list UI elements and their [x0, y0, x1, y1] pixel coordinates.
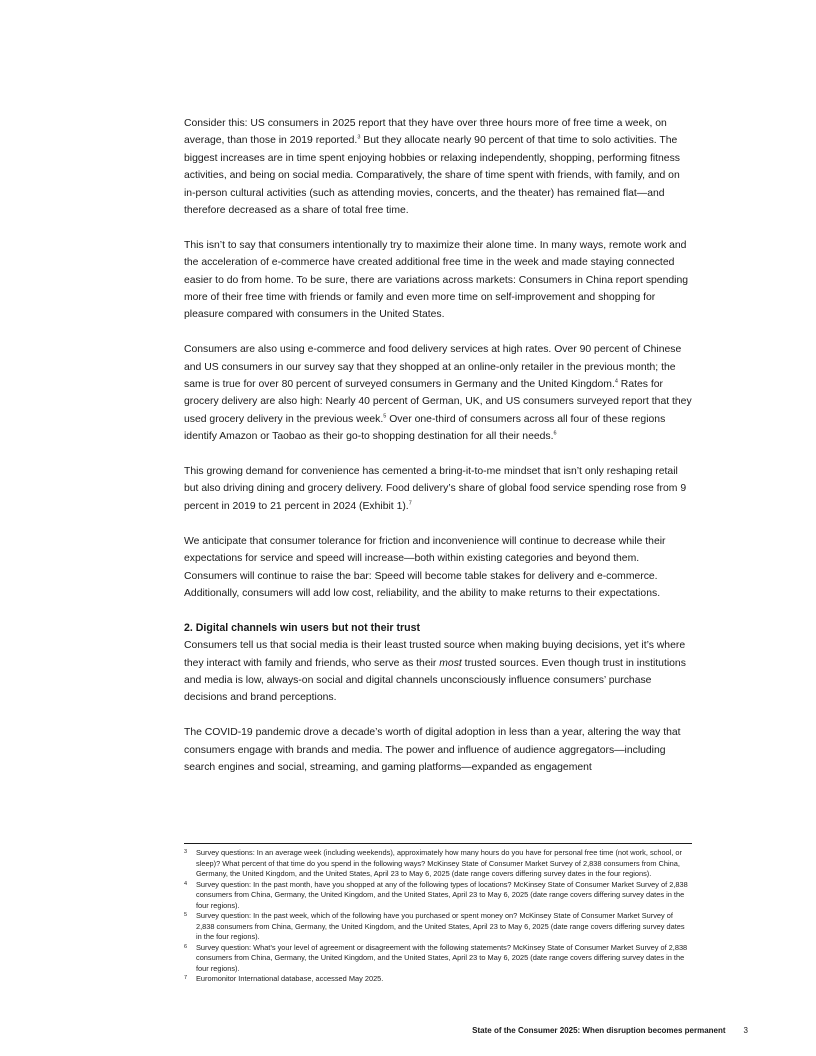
footnote-ref[interactable]: 3	[357, 134, 361, 141]
footnote-text: Survey question: In the past month, have you shopped at any of the following types of locations? McKinsey State of Consumer Market Survey of 2,838 consumers from China, Germany, the United Kingdom, and the United States, April 23 to May 6, 2025 (date range covers differing survey dates in the four regions).	[196, 879, 688, 910]
footnote-number: 4	[184, 880, 188, 887]
footnote-text: Survey questions: In an average week (including weekends), approximately how many hours do you have for personal free time (not work, school, or sleep)? What percent of that time do you spend in the following ways? McKinsey State of Consumer Market Survey of 2,838 consumers from China, Germany, the United Kingdom, and the United States, April 23 to May 6, 2025 (date range covers differing survey dates in the four regions).	[196, 848, 682, 878]
paragraph-text: Consumers are also using e-commerce and food delivery services at high rates. Over 90 percent of Chinese and US consumers in our survey say that they shopped at an online-only retailer in the previous month; the same is true for over 80 percent of surveyed consumers in Germany and the United Kingdom.	[184, 344, 682, 391]
paragraph-7: The COVID-19 pandemic drove a decade’s worth of digital adoption in less than a year, altering the way that consumers engage with brands and media. The power and influence of audience aggregators—including search engines and social, streaming, and gaming platforms—expanded as engagement	[184, 727, 681, 773]
paragraph-6	[184, 637, 692, 707]
footnote-number: 7	[184, 975, 188, 981]
paragraph-text: But they allocate nearly 90 percent of that time to solo activities. The biggest increases are in time spent enjoying hobbies or relaxing independently, shopping, performing fitness activities, and being on social media. Comparatively, the share of time spent with friends, with family, and on in-person cultural activities (such as attending movies, concerts, and the theater) has remained flat—and therefore decreased as a share of total free time.	[184, 135, 680, 217]
paragraph-text: Consider this: US consumers in 2025 report that they have over three hours more of free time a week, on average, than those in 2019 reported.	[184, 118, 667, 147]
paragraph-text: trusted sources. Even though trust in institutions and media is low, always-on social and digital channels unconsciously influence consumers’ purchase decisions and brand perceptions.	[184, 657, 686, 704]
footnote-ref[interactable]: 4	[614, 378, 618, 385]
footnote-number: 5	[184, 912, 188, 918]
paragraph-5: We anticipate that consumer tolerance for friction and inconvenience will continue to decrease while their expectations for service and speed will increase—both within existing categories and beyond them. Consumers will continue to raise the bar: Speed will become table stakes for delivery and e-commerce. Additionally, consumers will add low cost, reliability, and the ability to make returns to their expectations.	[184, 535, 666, 599]
paragraph-3	[184, 341, 692, 445]
footnote-7	[184, 974, 692, 985]
footnote-text: Euromonitor International database, accessed May 2025.	[196, 974, 384, 983]
footnote-ref[interactable]: 5	[383, 413, 387, 420]
article-body	[184, 115, 692, 776]
footnote-text: Survey question: In the past week, which of the following have you purchased or spent money on? McKinsey State of Consumer Market Survey of 2,838 consumers from China, Germany, the United Kingdom, and the United States, April 23 to May 6, 2025 (date range covers differing survey dates in the four regions).	[196, 911, 685, 941]
paragraph-2: This isn’t to say that consumers intentionally try to maximize their alone time. In many ways, remote work and the acceleration of e-commerce have created additional free time in the week and made staying connected easier to do from home. To be sure, there are variations across markets: Consumers in China report spending more of their free time with friends or family and even more time on self-improvement and shopping for pleasure compared with consumers in the United States.	[184, 239, 688, 321]
paragraph-1	[184, 115, 692, 219]
paragraph-text: Over one-third of consumers across all four of these regions identify Amazon or Taobao as their go-to shopping destination for all their needs.	[184, 413, 666, 443]
paragraph-4	[184, 463, 692, 515]
footnotes	[184, 843, 692, 985]
footnote-number: 3	[184, 849, 188, 855]
paragraph-text: Rates for grocery delivery are also high: Nearly 40 percent of German, UK, and US consumers surveyed report that they used grocery delivery in the previous week.	[184, 379, 692, 425]
page-number: 3	[743, 1026, 748, 1035]
page-footer	[472, 1026, 748, 1035]
footnote-text: Survey question: What’s your level of agreement or disagreement with the following statements? McKinsey State of Consumer Market Survey of 2,838 consumers from China, Germany, the United Kingdom, and the United States, April 23 to May 6, 2025 (date range covers differing survey dates in the four regions).	[196, 942, 688, 973]
footnote-6	[184, 943, 692, 975]
paragraph-text: This growing demand for convenience has cemented a bring-it-to-me mindset that isn’t only reshaping retail but also driving dining and grocery delivery. Food delivery’s share of global food service spending rose from 9 percent in 2019 to 21 percent in 2024 (Exhibit 1).	[184, 466, 687, 512]
footnote-divider	[184, 843, 692, 844]
footer-title: State of the Consumer 2025: When disruption becomes permanent	[472, 1026, 726, 1035]
footnote-5	[184, 911, 692, 943]
footnote-3	[184, 848, 692, 880]
footnote-ref[interactable]: 6	[553, 430, 557, 437]
footnote-ref[interactable]: 7	[408, 500, 412, 507]
emphasis-text: most	[439, 657, 462, 669]
footnote-number: 6	[184, 943, 188, 950]
section-heading: 2. Digital channels win users but not their trust	[184, 621, 421, 634]
footnote-4	[184, 880, 692, 912]
paragraph-text: Consumers tell us that social media is their least trusted source when making buying decisions, yet it’s where they interact with family and friends, who serve as their	[184, 640, 686, 669]
